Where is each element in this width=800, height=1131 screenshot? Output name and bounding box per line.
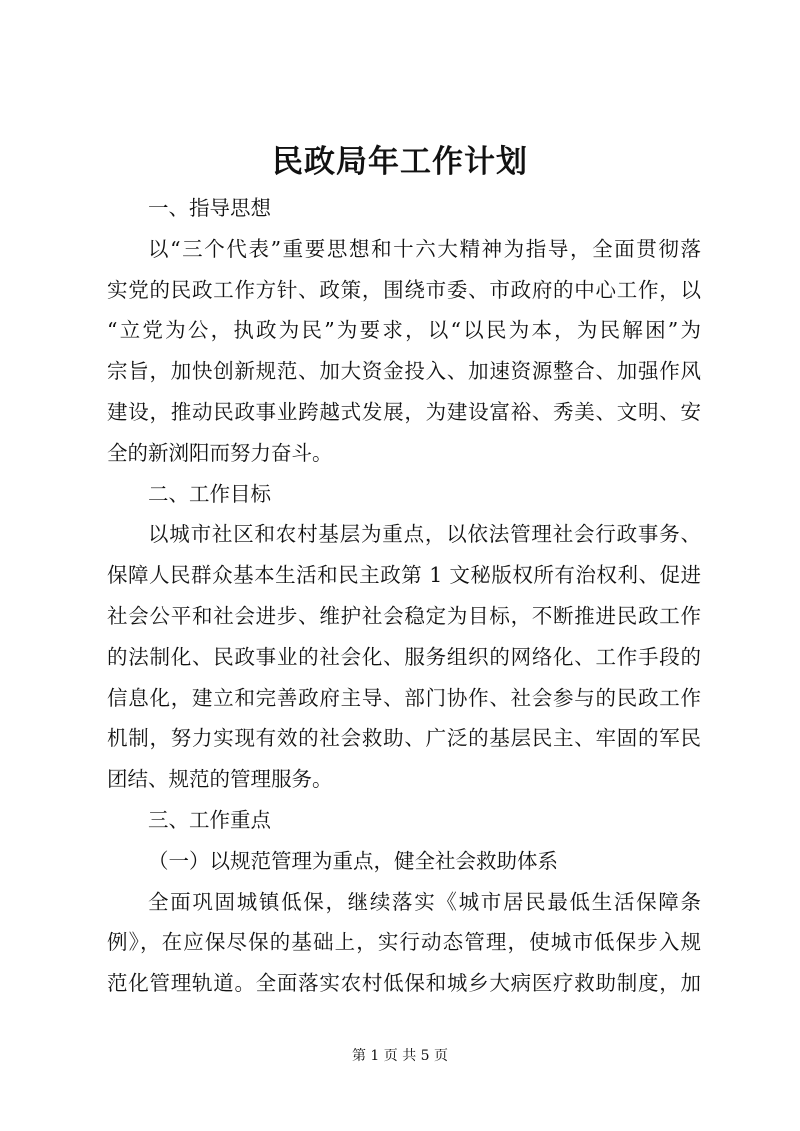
paragraph-line: 例》，在应保尽保的基础上，实行动态管理，使城市低保步入规 — [107, 930, 701, 955]
paragraph-line: 社会公平和社会进步、维护社会稳定为目标，不断推进民政工作 — [107, 603, 701, 628]
section-heading-guiding-ideology: 一、指导思想 — [148, 196, 271, 220]
paragraph-line: 实党的民政工作方针、政策，围绕市委、市政府的中心工作，以 — [107, 277, 701, 302]
section-heading-work-goals: 二、工作目标 — [148, 481, 271, 506]
paragraph-line: 的法制化、民政事业的社会化、服务组织的网络化、工作手段的 — [107, 644, 701, 669]
paragraph-line: 全的新浏阳而努力奋斗。 — [107, 440, 333, 465]
paragraph-line: 全面巩固城镇低保，继续落实《城市居民最低生活保障条 — [148, 889, 701, 914]
document-title: 民政局年工作计划 — [272, 144, 528, 180]
section-heading-work-focus: 三、工作重点 — [148, 807, 271, 832]
paragraph-line: 信息化，建立和完善政府主导、部门协作、社会参与的民政工作 — [107, 685, 701, 710]
subsection-heading: （一）以规范管理为重点，健全社会救助体系 — [148, 848, 558, 873]
paragraph-line: 团结、规范的管理服务。 — [107, 767, 333, 792]
paragraph-line: 保障人民群众基本生活和民主政第 1 文秘版权所有治权利、促进 — [107, 563, 701, 588]
paragraph-line: 范化管理轨道。全面落实农村低保和城乡大病医疗救助制度，加 — [107, 971, 701, 996]
paragraph-line: “立党为公，执政为民”为要求，以“以民为本，为民解困”为 — [107, 318, 701, 343]
paragraph-line: 以“三个代表”重要思想和十六大精神为指导，全面贯彻落 — [148, 236, 701, 261]
paragraph-line: 建设，推动民政事业跨越式发展，为建设富裕、秀美、文明、安 — [107, 399, 701, 424]
page-footer: 第 1 页 共 5 页 — [351, 1048, 449, 1064]
paragraph-line: 机制，努力实现有效的社会救助、广泛的基层民主、牢固的军民 — [107, 726, 701, 751]
paragraph-line: 以城市社区和农村基层为重点，以依法管理社会行政事务、 — [148, 522, 701, 547]
paragraph-line: 宗旨，加快创新规范、加大资金投入、加速资源整合、加强作风 — [107, 359, 701, 384]
document-body — [107, 188, 701, 1004]
